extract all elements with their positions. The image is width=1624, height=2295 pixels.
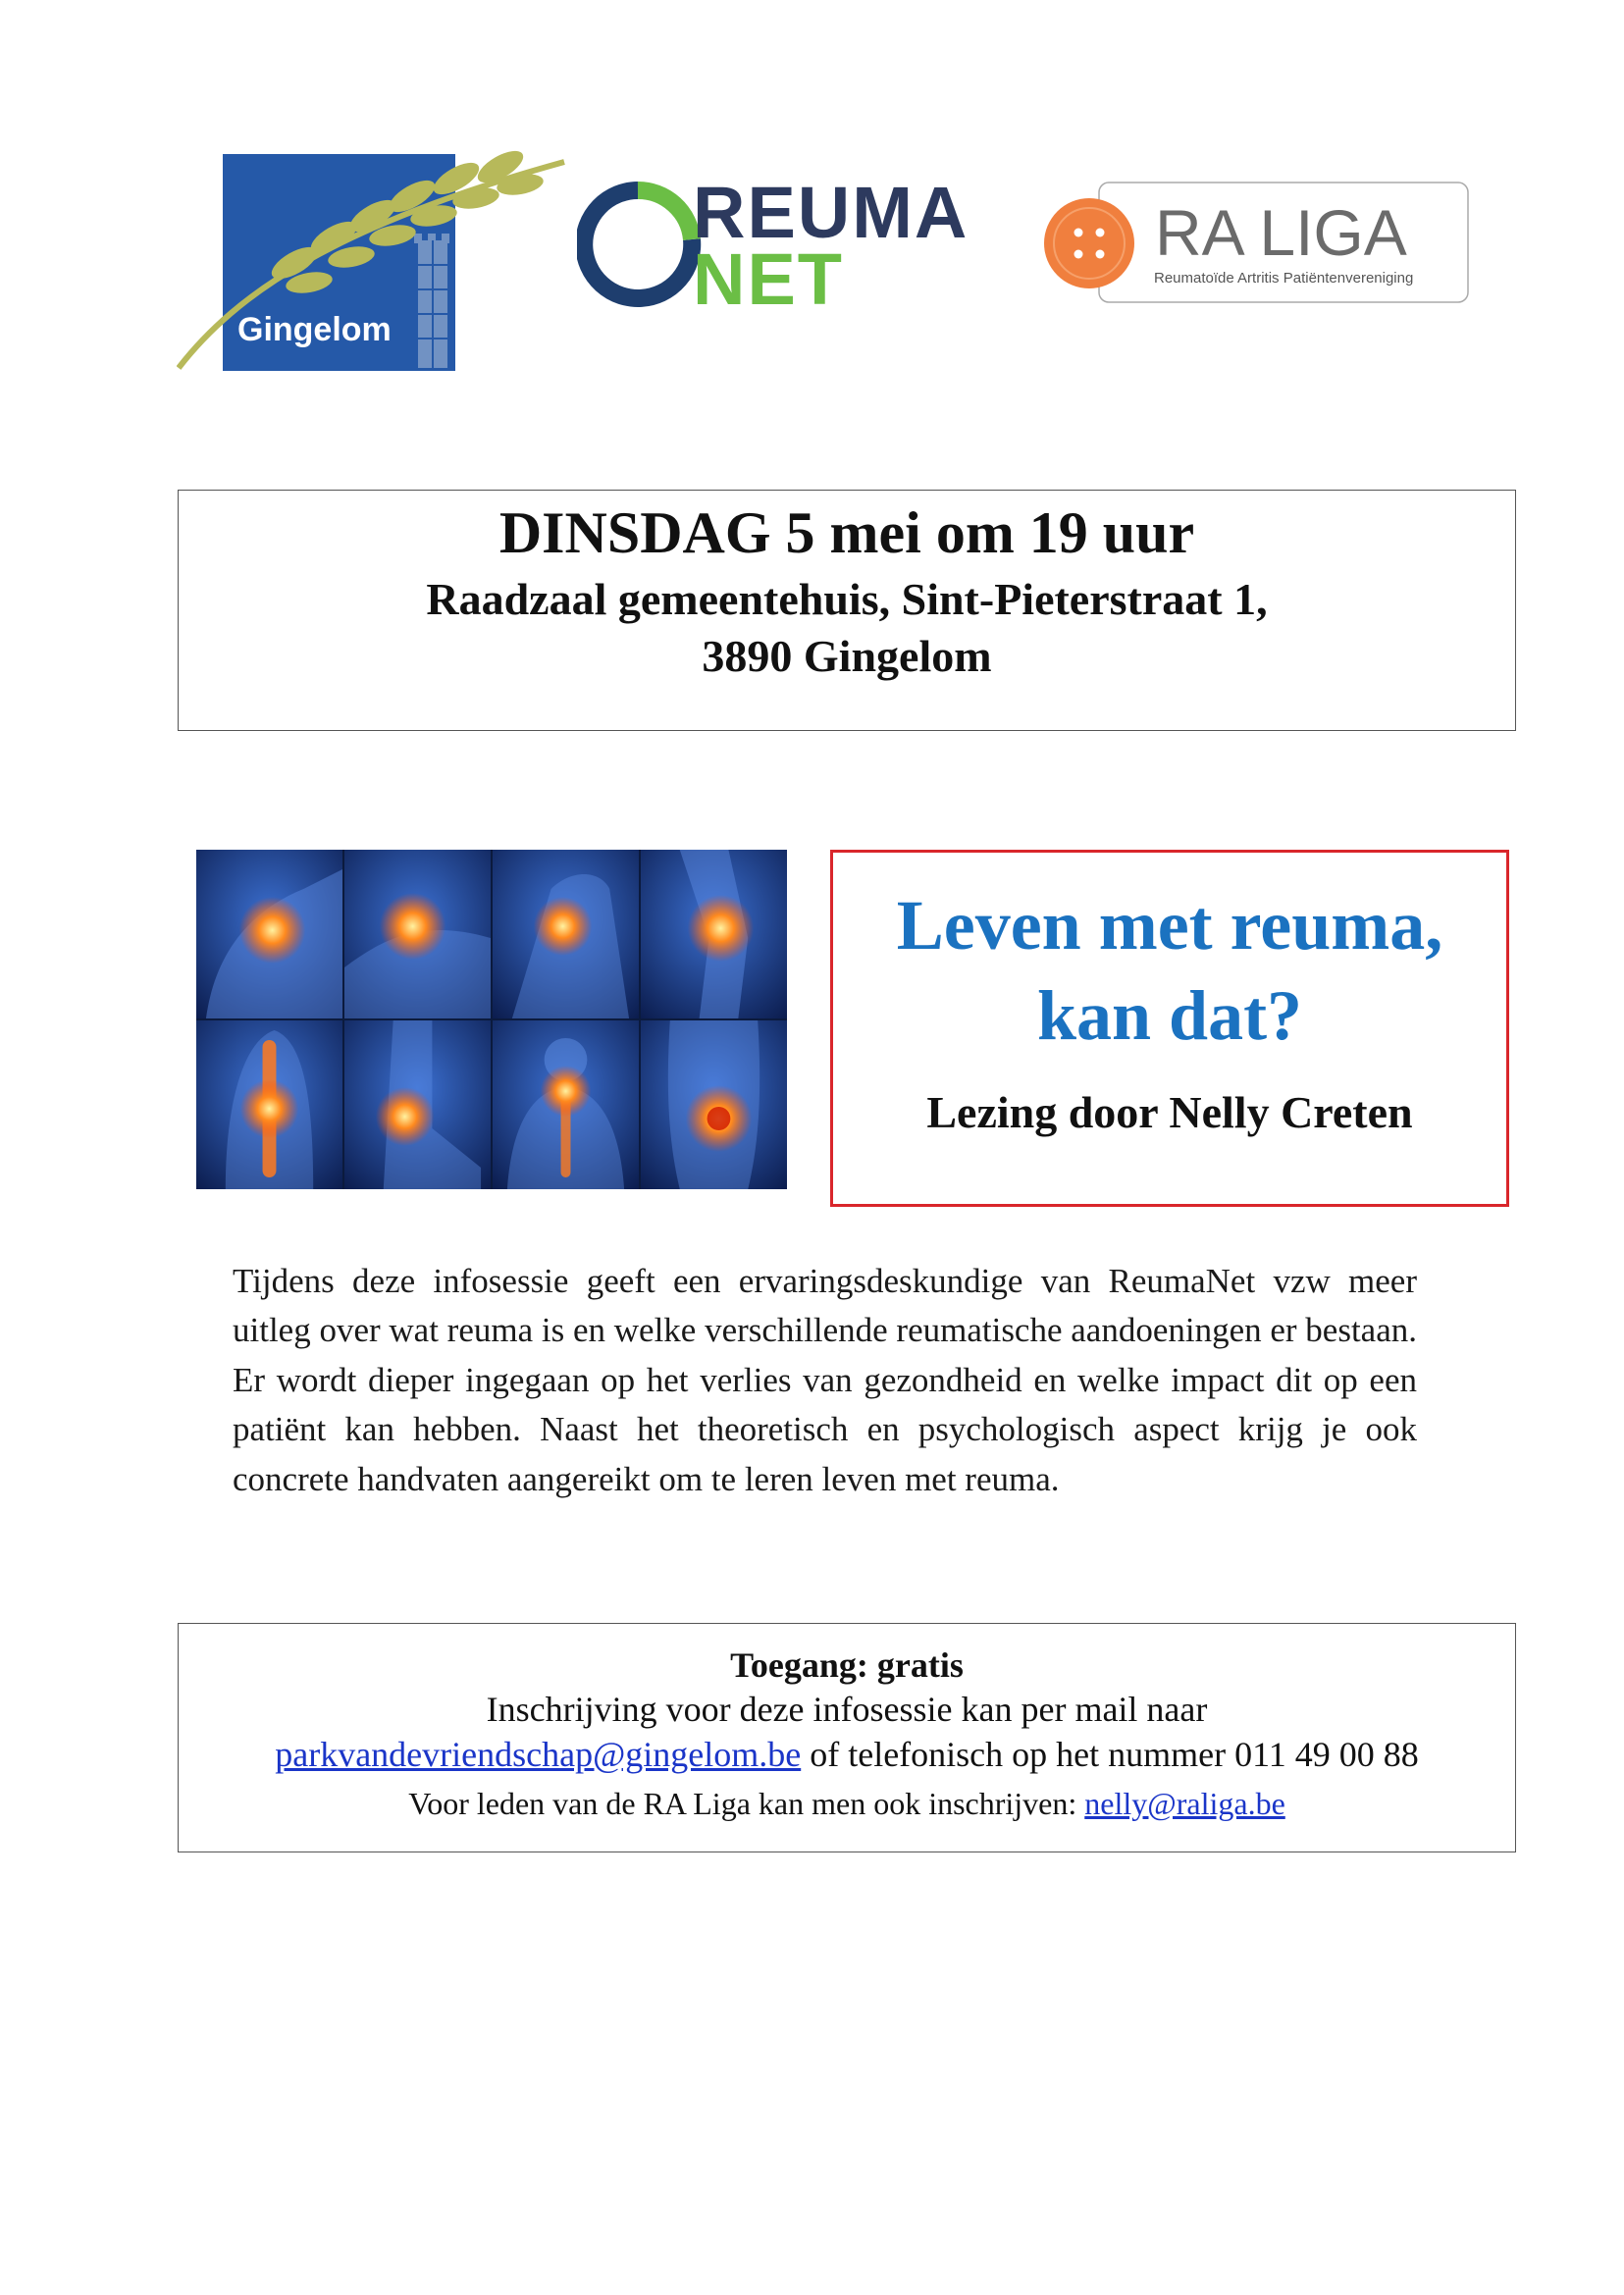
abdomen-pain-icon <box>641 1020 787 1189</box>
raliga-logo-tagline: Reumatoïde Artritis Patiëntenvereniging <box>1154 270 1414 287</box>
hand-pain-icon <box>344 850 491 1018</box>
registration-contact-line <box>179 1732 1515 1777</box>
access-label: Toegang: gratis <box>730 1645 964 1685</box>
shoulder-pain-icon <box>196 850 342 1018</box>
neck-pain-icon <box>493 1020 639 1189</box>
gingelom-logo <box>177 147 569 373</box>
gingelom-logo-text: Gingelom <box>237 311 392 348</box>
raliga-logo <box>1042 179 1472 306</box>
raliga-logo-name: RA LIGA <box>1155 196 1407 269</box>
members-registration-line <box>179 1779 1515 1828</box>
reumanet-logo-line2: NET <box>693 238 844 308</box>
knee-pain-icon <box>641 850 787 1018</box>
description-paragraph: Tijdens deze infosessie geeft een ervaringsdeskundige van ReumaNet vzw meer uitleg over wat reuma is en welke verschillende reumatische aandoeningen er bestaan. Er wordt dieper ingegaan op het verlies van gezondheid en welke impact dit op een patiënt kan hebben. Naast het theoretisch en psychologisch aspect krijg je ook concrete handvaten aangereikt om te leren leven met reuma. <box>233 1262 1418 1498</box>
reumanet-logo <box>577 181 1011 308</box>
lecture-speaker: Lezing door Nelly Creten <box>926 1087 1413 1137</box>
lecture-box <box>830 850 1509 1207</box>
lecture-title <box>833 880 1506 1061</box>
event-info-box <box>178 490 1516 731</box>
ankle-pain-icon <box>344 1020 491 1189</box>
lecture-title-line1: Leven met reuma, <box>896 886 1443 965</box>
members-text: Voor leden van de RA Liga kan men ook inschrijven: <box>408 1786 1085 1821</box>
email-link-gingelom[interactable]: parkvandevriendschap@gingelom.be <box>275 1735 802 1774</box>
event-location-line2: 3890 Gingelom <box>702 631 992 681</box>
email-link-raliga[interactable]: nelly@raliga.be <box>1084 1786 1285 1821</box>
event-location-line1: Raadzaal gemeentehuis, Sint-Pieterstraat 1, <box>426 574 1268 624</box>
event-date-title: DINSDAG 5 mei om 19 uur <box>498 500 1195 565</box>
back-pain-icon <box>196 1020 342 1189</box>
registration-info-box <box>178 1623 1516 1852</box>
reumanet-logo-line1: REUMA <box>693 181 969 253</box>
joint-pain-image-grid <box>196 850 787 1189</box>
lecture-title-line2: kan dat? <box>1036 976 1303 1055</box>
registration-text: Inschrijving voor deze infosessie kan per mail naar <box>486 1690 1208 1729</box>
phone-text: of telefonisch op het nummer 011 49 00 88 <box>801 1735 1419 1774</box>
wrist-pain-icon <box>493 850 639 1018</box>
